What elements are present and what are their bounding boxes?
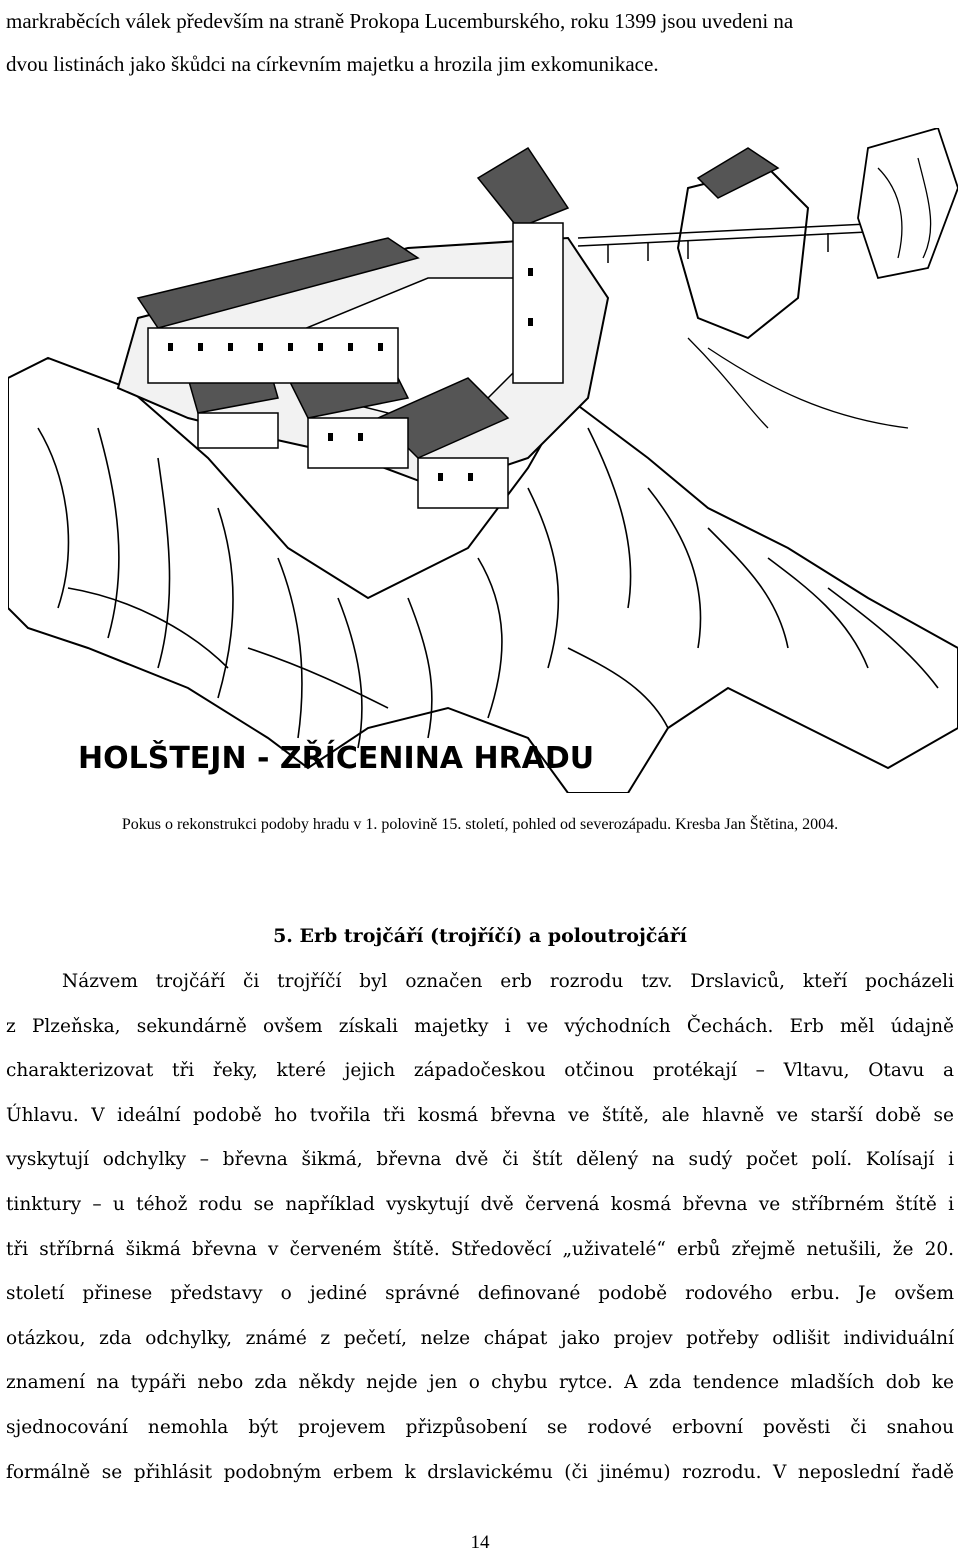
section-body <box>6 960 954 1495</box>
body-line: tinktury – u téhož rodu se například vyskytují dvě červená kosmá břevna ve stříbrném štítě i <box>6 1193 954 1215</box>
body-line: formálně se přihlásit podobným erbem k drslavickému (či jinému) rozrodu. V neposlední řadě <box>6 1461 954 1483</box>
figure-title: HOLŠTEJN - ZŘÍCENINA HRADU <box>78 741 595 776</box>
body-line: tři stříbrná šikmá břevna v červeném štítě. Středověcí „uživatelé“ erbů zřejmě netušili, že 20. <box>6 1238 954 1260</box>
body-line: století přinese představy o jediné správné definované podobě rodového erbu. Je ovšem <box>6 1283 954 1305</box>
figure-caption: Pokus o rekonstrukci podoby hradu v 1. polovině 15. století, pohled od severozápadu. Kresba Jan Štětina, 2004. <box>121 816 839 833</box>
section-heading: 5. Erb trojčáří (trojříčí) a poloutrojčáří <box>273 925 687 947</box>
body-line: z Plzeňska, sekundárně ovšem získali majetky i ve východních Čechách. Erb měl údajně <box>6 1015 954 1037</box>
body-line: Úhlavu. V ideální podobě ho tvořila tři kosmá břevna ve štítě, ale hlavně ve starší době se <box>6 1104 954 1126</box>
top-paragraph <box>6 0 954 86</box>
castle-drawing <box>8 128 958 793</box>
body-line: charakterizovat tři řeky, které jejich západočeskou otčinou protékají – Vltavu, Otavu a <box>6 1060 954 1082</box>
body-line: sjednocování nemohla být projevem přizpůsobení se rodové erbovní pověsti či snahou <box>6 1416 954 1438</box>
page-number: 14 <box>470 1532 490 1553</box>
castle-illustration <box>8 128 958 793</box>
top-paragraph-line: markraběcích válek především na straně Prokopa Lucemburského, roku 1399 jsou uvedeni na <box>6 9 794 33</box>
body-line: otázkou, zda odchylky, známé z pečetí, nelze chápat jako projev potřeby odlišit individuální <box>6 1327 954 1349</box>
body-line: vyskytují odchylky – břevna šikmá, břevna dvě či štít dělený na sudý počet polí. Kolísají i <box>6 1149 954 1171</box>
body-line: znamení na typáři nebo zda někdy nejde jen o chybu rytce. A zda tendence mladších dob ke <box>6 1372 954 1394</box>
top-paragraph-line: dvou listinách jako škůdci na církevním majetku a hrozila jim exkomunikace. <box>6 52 659 76</box>
body-line: Názvem trojčáří či trojříčí byl označen erb rozrodu tzv. Drslaviců, kteří pocházeli <box>62 971 954 992</box>
